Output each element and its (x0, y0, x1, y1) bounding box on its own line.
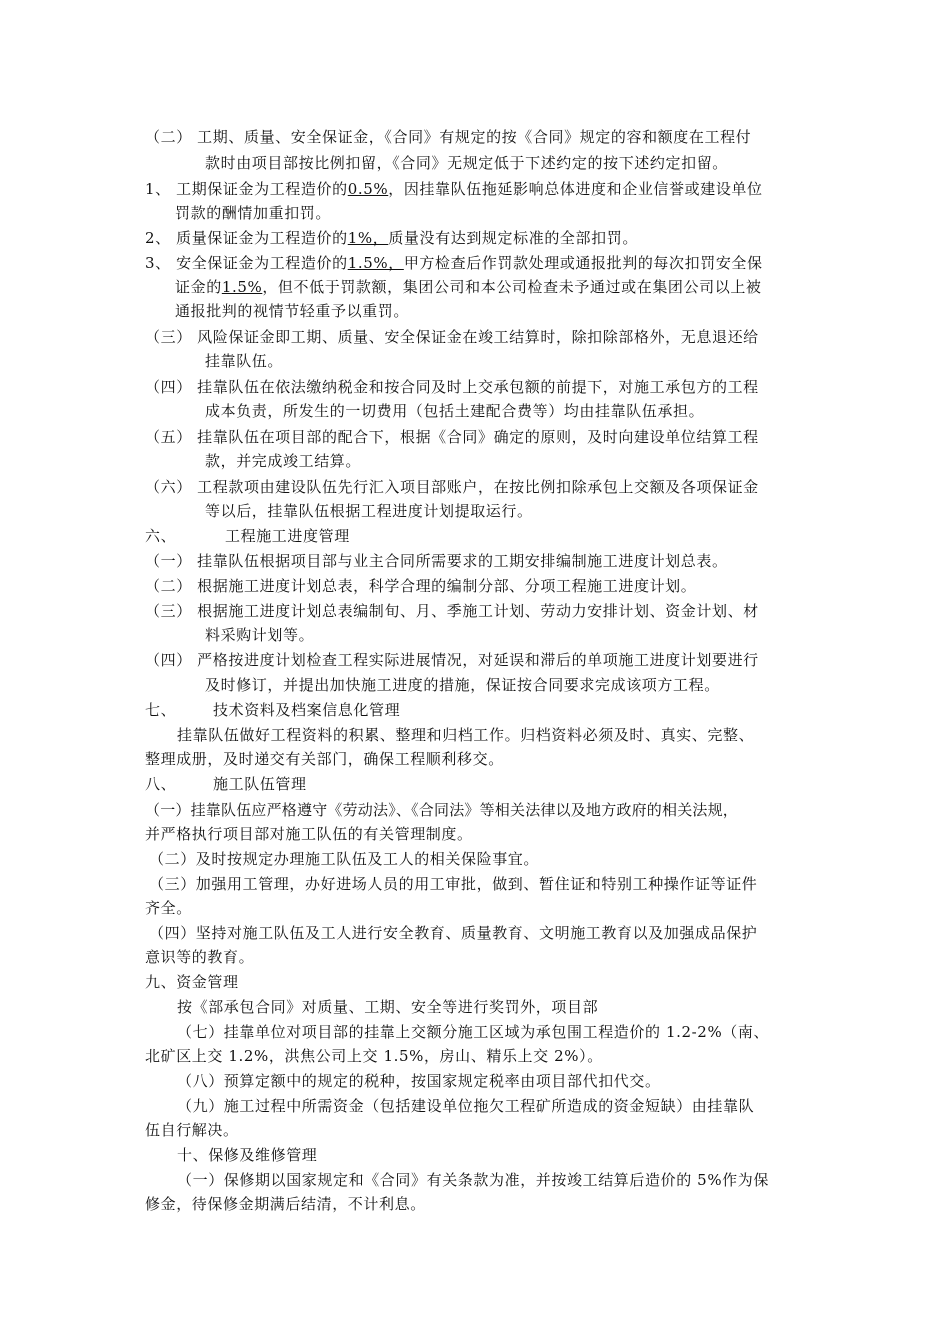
paragraph-line: 修金，待保修金期满后结清，不计利息。 (145, 1195, 426, 1213)
paragraph-line: 款，并完成竣工结算。 (205, 452, 362, 470)
paragraph-line: （四） 挂靠队伍在依法缴纳税金和按合同及时上交承包额的前提下，对施工承包方的工程 (145, 378, 759, 396)
paragraph-line: 整理成册，及时递交有关部门，确保工程顺利移交。 (145, 750, 504, 768)
paragraph-line: （二） 工期、质量、安全保证金，《合同》有规定的按《合同》规定的容和额度在工程付 (145, 128, 752, 146)
paragraph-line: 齐全。 (145, 899, 192, 917)
paragraph-line: 2、 质量保证金为工程造价的1%，质量没有达到规定标准的全部扣罚。 (145, 229, 638, 247)
section-heading-label: 八、 (145, 775, 177, 793)
section-heading: 工程施工进度管理 (225, 527, 350, 545)
paragraph-line: 并严格执行项目部对施工队伍的有关管理制度。 (145, 825, 473, 843)
paragraph-line: 料采购计划等。 (205, 626, 315, 644)
paragraph-line: 款时由项目部按比例扣留，《合同》无规定低于下述约定的按下述约定扣留。 (205, 154, 728, 172)
paragraph-line: （四） 严格按进度计划检查工程实际进展情况，对延误和滞后的单项施工进度计划要进行 (145, 651, 759, 669)
paragraph-line: 罚款的酬情加重扣罚。 (175, 204, 332, 222)
section-heading: 九、资金管理 (145, 973, 239, 991)
paragraph-line: （八）预算定额中的规定的税种，按国家规定税率由项目部代扣代交。 (177, 1072, 661, 1090)
paragraph-line: （五） 挂靠队伍在项目部的配合下，根据《合同》确定的原则，及时向建设单位结算工程 (145, 428, 759, 446)
paragraph-line: （一）挂靠队伍应严格遵守《劳动法》、《合同法》等相关法律以及地方政府的相关法规， (145, 801, 739, 819)
paragraph-line: 挂靠队伍做好工程资料的积累、整理和归档工作。归档资料必须及时、真实、完整、 (177, 726, 755, 744)
section-heading-label: 七、 (145, 701, 177, 719)
paragraph-line: 等以后，挂靠队伍根据工程进度计划提取运行。 (205, 502, 533, 520)
paragraph-line: 按《部承包合同》对质量、工期、安全等进行奖罚外，项目部 (177, 998, 599, 1016)
paragraph-line: （二） 根据施工进度计划总表，科学合理的编制分部、分项工程施工进度计划。 (145, 577, 697, 595)
paragraph-line: （二）及时按规定办理施工队伍及工人的相关保险事宜。 (149, 850, 540, 868)
paragraph-line: （七）挂靠单位对项目部的挂靠上交额分施工区域为承包围工程造价的 1.2-2%（南、 (177, 1023, 770, 1041)
paragraph-line: 伍自行解决。 (145, 1121, 239, 1139)
section-heading-label: 六、 (145, 527, 177, 545)
paragraph-line: 3、 安全保证金为工程造价的1.5%，甲方检查后作罚款处理或通报批判的每次扣罚安全保 (145, 254, 763, 272)
paragraph-line: （三）加强用工管理，办好进场人员的用工审批，做到、暂住证和特别工种操作证等证件 (149, 875, 758, 893)
paragraph-line: 挂靠队伍。 (205, 352, 284, 370)
paragraph-line: 1、 工期保证金为工程造价的0.5%，因挂靠队伍拖延影响总体进度和企业信誉或建设单位 (145, 180, 763, 198)
paragraph-line: （九）施工过程中所需资金（包括建设单位拖欠工程矿所造成的资金短缺）由挂靠队 (177, 1097, 755, 1115)
paragraph-line: 成本负责，所发生的一切费用（包括土建配合费等）均由挂靠队伍承担。 (205, 402, 705, 420)
paragraph-line: 通报批判的视情节轻重予以重罚。 (175, 302, 410, 320)
section-heading: 十、保修及维修管理 (177, 1146, 318, 1164)
paragraph-line: （一） 挂靠队伍根据项目部与业主合同所需要求的工期安排编制施工进度计划总表。 (145, 552, 728, 570)
paragraph-line: 证金的1.5%，但不低于罚款额，集团公司和本公司检查未予通过或在集团公司以上被 (175, 278, 762, 296)
paragraph-line: （一）保修期以国家规定和《合同》有关条款为准，并按竣工结算后造价的 5%作为保 (177, 1171, 769, 1189)
paragraph-line: （三） 风险保证金即工期、质量、安全保证金在竣工结算时，除扣除部格外，无息退还给 (145, 328, 759, 346)
section-heading: 技术资料及档案信息化管理 (213, 701, 401, 719)
paragraph-line: （四）坚持对施工队伍及工人进行安全教育、质量教育、文明施工教育以及加强成品保护 (149, 924, 758, 942)
paragraph-line: 意识等的教育。 (145, 948, 255, 966)
paragraph-line: 北矿区上交 1.2%，洪焦公司上交 1.5%，房山、精乐上交 2%）。 (145, 1047, 603, 1065)
paragraph-line: 及时修订，并提出加快施工进度的措施，保证按合同要求完成该项方工程。 (205, 676, 720, 694)
paragraph-line: （三） 根据施工进度计划总表编制旬、月、季施工计划、劳动力安排计划、资金计划、材 (145, 602, 759, 620)
section-heading: 施工队伍管理 (213, 775, 307, 793)
paragraph-line: （六） 工程款项由建设队伍先行汇入项目部账户，在按比例扣除承包上交额及各项保证金 (145, 478, 759, 496)
